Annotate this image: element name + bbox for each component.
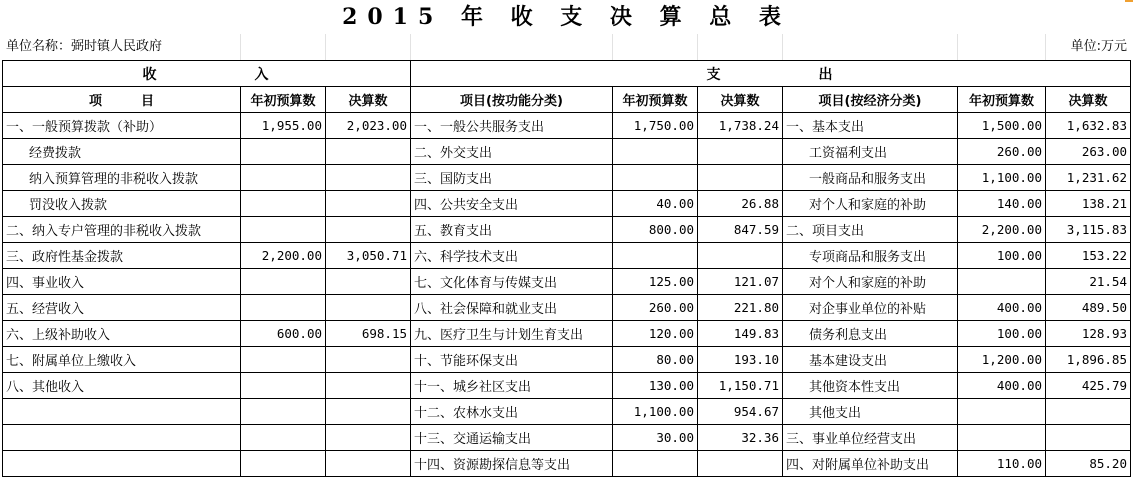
econ-budget-cell: 140.00 <box>958 191 1046 217</box>
income-item-cell <box>3 425 241 451</box>
func-item-cell: 十四、资源勘探信息等支出 <box>411 451 613 477</box>
econ-item-cell: 三、事业单位经营支出 <box>783 425 958 451</box>
income-item-cell: 四、事业收入 <box>3 269 241 295</box>
income-item-cell: 八、其他收入 <box>3 373 241 399</box>
income-budget-cell <box>241 139 326 165</box>
income-final-cell <box>326 347 411 373</box>
econ-budget-cell: 100.00 <box>958 243 1046 269</box>
func-final-cell: 26.88 <box>698 191 783 217</box>
econ-budget-cell: 1,100.00 <box>958 165 1046 191</box>
func-item-header: 项目(按功能分类) <box>411 87 613 113</box>
income-final-cell <box>326 425 411 451</box>
econ-budget-cell <box>958 399 1046 425</box>
func-budget-cell <box>613 243 698 269</box>
func-final-cell: 32.36 <box>698 425 783 451</box>
econ-budget-cell: 400.00 <box>958 373 1046 399</box>
grid-line <box>325 34 326 60</box>
func-budget-cell: 120.00 <box>613 321 698 347</box>
func-item-cell: 十三、交通运输支出 <box>411 425 613 451</box>
grid-line <box>957 34 958 60</box>
income-item-cell: 一、一般预算拨款（补助） <box>3 113 241 139</box>
econ-final-cell: 138.21 <box>1046 191 1131 217</box>
income-final-cell: 698.15 <box>326 321 411 347</box>
income-item-cell: 经费拨款 <box>3 139 241 165</box>
table-row <box>3 113 1131 139</box>
unit-name-label: 单位名称：弼时镇人民政府 <box>6 39 163 54</box>
income-item-cell <box>3 451 241 477</box>
income-final-header: 决算数 <box>326 87 411 113</box>
income-budget-cell: 1,955.00 <box>241 113 326 139</box>
income-item-cell: 三、政府性基金拨款 <box>3 243 241 269</box>
func-final-header: 决算数 <box>698 87 783 113</box>
func-final-cell: 954.67 <box>698 399 783 425</box>
func-item-cell: 九、医疗卫生与计划生育支出 <box>411 321 613 347</box>
func-final-cell <box>698 165 783 191</box>
econ-item-cell: 基本建设支出 <box>783 347 958 373</box>
table-row <box>3 217 1131 243</box>
grid-line <box>1045 34 1046 60</box>
income-budget-cell <box>241 399 326 425</box>
income-budget-header: 年初预算数 <box>241 87 326 113</box>
currency-unit-label: 单位:万元 <box>1070 39 1127 54</box>
income-budget-cell <box>241 217 326 243</box>
func-budget-cell <box>613 139 698 165</box>
func-final-cell: 221.80 <box>698 295 783 321</box>
econ-final-cell: 489.50 <box>1046 295 1131 321</box>
func-budget-cell: 30.00 <box>613 425 698 451</box>
func-item-cell: 十、节能环保支出 <box>411 347 613 373</box>
econ-item-cell: 二、项目支出 <box>783 217 958 243</box>
func-budget-cell: 260.00 <box>613 295 698 321</box>
econ-budget-cell: 400.00 <box>958 295 1046 321</box>
econ-final-cell: 1,632.83 <box>1046 113 1131 139</box>
income-budget-cell <box>241 347 326 373</box>
func-item-cell: 三、国防支出 <box>411 165 613 191</box>
income-item-cell: 罚没收入拨款 <box>3 191 241 217</box>
func-budget-cell <box>613 165 698 191</box>
econ-final-cell: 1,231.62 <box>1046 165 1131 191</box>
econ-item-cell: 其他支出 <box>783 399 958 425</box>
func-final-cell: 193.10 <box>698 347 783 373</box>
table-row <box>3 321 1131 347</box>
econ-budget-cell: 100.00 <box>958 321 1046 347</box>
income-budget-cell <box>241 295 326 321</box>
func-item-cell: 六、科学技术支出 <box>411 243 613 269</box>
econ-final-cell <box>1046 399 1131 425</box>
econ-final-cell: 3,115.83 <box>1046 217 1131 243</box>
func-budget-cell: 1,100.00 <box>613 399 698 425</box>
econ-final-cell: 263.00 <box>1046 139 1131 165</box>
income-budget-cell <box>241 165 326 191</box>
income-budget-cell <box>241 191 326 217</box>
econ-item-cell: 四、对附属单位补助支出 <box>783 451 958 477</box>
income-budget-cell <box>241 425 326 451</box>
econ-final-cell: 1,896.85 <box>1046 347 1131 373</box>
table-row <box>3 191 1131 217</box>
func-item-cell: 五、教育支出 <box>411 217 613 243</box>
table-row <box>3 373 1131 399</box>
income-item-cell: 纳入预算管理的非税收入拨款 <box>3 165 241 191</box>
income-item-cell: 六、上级补助收入 <box>3 321 241 347</box>
income-final-cell <box>326 295 411 321</box>
income-item-cell <box>3 399 241 425</box>
func-budget-cell: 800.00 <box>613 217 698 243</box>
income-final-cell <box>326 191 411 217</box>
econ-item-cell: 对个人和家庭的补助 <box>783 269 958 295</box>
section-header-row <box>3 61 1131 87</box>
table-body <box>3 113 1131 477</box>
econ-final-cell: 128.93 <box>1046 321 1131 347</box>
econ-budget-cell <box>958 269 1046 295</box>
income-item-header: 项 目 <box>3 87 241 113</box>
income-budget-cell: 600.00 <box>241 321 326 347</box>
income-final-cell <box>326 269 411 295</box>
func-item-cell: 七、文化体育与传媒支出 <box>411 269 613 295</box>
income-final-cell <box>326 139 411 165</box>
econ-final-cell: 153.22 <box>1046 243 1131 269</box>
func-budget-cell: 1,750.00 <box>613 113 698 139</box>
func-budget-cell: 125.00 <box>613 269 698 295</box>
func-item-cell: 八、社会保障和就业支出 <box>411 295 613 321</box>
unit-row <box>0 34 1133 60</box>
func-final-cell: 847.59 <box>698 217 783 243</box>
grid-line <box>612 34 613 60</box>
column-header-row <box>3 87 1131 113</box>
econ-item-cell: 一、基本支出 <box>783 113 958 139</box>
func-item-cell: 一、一般公共服务支出 <box>411 113 613 139</box>
table-row <box>3 269 1131 295</box>
econ-item-cell: 其他资本性支出 <box>783 373 958 399</box>
income-final-cell <box>326 217 411 243</box>
econ-budget-cell: 110.00 <box>958 451 1046 477</box>
econ-item-cell: 对企事业单位的补贴 <box>783 295 958 321</box>
econ-item-cell: 专项商品和服务支出 <box>783 243 958 269</box>
econ-item-cell: 债务利息支出 <box>783 321 958 347</box>
income-final-cell <box>326 373 411 399</box>
func-final-cell: 1,738.24 <box>698 113 783 139</box>
econ-budget-cell <box>958 425 1046 451</box>
func-final-cell: 1,150.71 <box>698 373 783 399</box>
func-final-cell: 149.83 <box>698 321 783 347</box>
func-final-cell <box>698 139 783 165</box>
func-final-cell <box>698 243 783 269</box>
econ-budget-cell: 260.00 <box>958 139 1046 165</box>
func-budget-cell: 130.00 <box>613 373 698 399</box>
econ-item-cell: 一般商品和服务支出 <box>783 165 958 191</box>
income-header: 收 入 <box>3 61 411 87</box>
income-final-cell <box>326 165 411 191</box>
table-row <box>3 243 1131 269</box>
budget-table <box>2 60 1131 477</box>
func-item-cell: 十一、城乡社区支出 <box>411 373 613 399</box>
econ-item-cell: 工资福利支出 <box>783 139 958 165</box>
table-row <box>3 165 1131 191</box>
income-budget-cell: 2,200.00 <box>241 243 326 269</box>
income-item-cell: 二、纳入专户管理的非税收入拨款 <box>3 217 241 243</box>
grid-line <box>782 34 783 60</box>
econ-budget-cell: 2,200.00 <box>958 217 1046 243</box>
econ-item-header: 项目(按经济分类) <box>783 87 958 113</box>
econ-budget-cell: 1,500.00 <box>958 113 1046 139</box>
econ-item-cell: 对个人和家庭的补助 <box>783 191 958 217</box>
income-budget-cell <box>241 373 326 399</box>
expense-header: 支 出 <box>411 61 1131 87</box>
func-budget-cell <box>613 451 698 477</box>
table-row <box>3 347 1131 373</box>
page-title: 2015 年 收 支 决 算 总 表 <box>342 4 791 30</box>
econ-final-cell: 425.79 <box>1046 373 1131 399</box>
income-budget-cell <box>241 269 326 295</box>
income-item-cell: 五、经营收入 <box>3 295 241 321</box>
func-item-cell: 四、公共安全支出 <box>411 191 613 217</box>
econ-budget-header: 年初预算数 <box>958 87 1046 113</box>
func-final-cell <box>698 451 783 477</box>
income-budget-cell <box>241 451 326 477</box>
econ-final-header: 决算数 <box>1046 87 1131 113</box>
income-final-cell <box>326 451 411 477</box>
econ-final-cell <box>1046 425 1131 451</box>
table-row <box>3 139 1131 165</box>
table-row <box>3 295 1131 321</box>
func-item-cell: 二、外交支出 <box>411 139 613 165</box>
func-budget-header: 年初预算数 <box>613 87 698 113</box>
func-item-cell: 十二、农林水支出 <box>411 399 613 425</box>
income-item-cell: 七、附属单位上缴收入 <box>3 347 241 373</box>
grid-line <box>697 34 698 60</box>
table-row <box>3 425 1131 451</box>
func-final-cell: 121.07 <box>698 269 783 295</box>
income-final-cell <box>326 399 411 425</box>
table-row <box>3 451 1131 477</box>
grid-line <box>240 34 241 60</box>
func-budget-cell: 80.00 <box>613 347 698 373</box>
econ-final-cell: 21.54 <box>1046 269 1131 295</box>
table-row <box>3 399 1131 425</box>
income-final-cell: 2,023.00 <box>326 113 411 139</box>
econ-budget-cell: 1,200.00 <box>958 347 1046 373</box>
income-final-cell: 3,050.71 <box>326 243 411 269</box>
func-budget-cell: 40.00 <box>613 191 698 217</box>
econ-final-cell: 85.20 <box>1046 451 1131 477</box>
grid-line <box>410 34 411 60</box>
